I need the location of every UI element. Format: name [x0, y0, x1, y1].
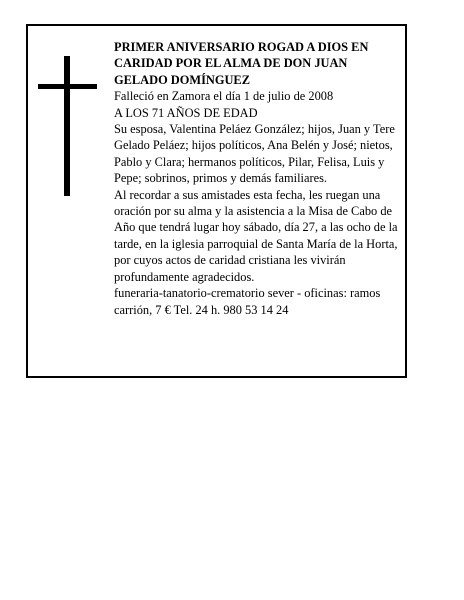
cross-horizontal-bar: [38, 84, 97, 89]
cross-vertical-bar: [64, 56, 70, 196]
death-date-line: Falleció en Zamora el día 1 de julio de 2008: [114, 89, 334, 104]
obituary-heading: PRIMER ANIVERSARIO ROGAD A DIOS EN CARIDAD POR EL ALMA DE DON JUAN GELADO DOMÍNGUEZ: [114, 40, 369, 87]
funeral-home-line: funeraria-tanatorio-crematorio sever - oficinas: ramos carrión, 7 € Tel. 24 h. 980 53 14 24: [114, 286, 381, 317]
family-paragraph: Su esposa, Valentina Peláez González; hijos, Juan y Tere Gelado Peláez; hijos políticos, Ana Belén y José; nietos, Pablo y Clara; hermanos políticos, Pilar, Felisa, Luis y Pepe; sobrinos, primos y demás familiares.: [114, 122, 395, 186]
mass-request-paragraph: Al recordar a sus amistades esta fecha, les ruegan una oración por su alma y la asistencia a la Misa de Cabo de Año que tendrá lugar hoy sábado, día 27, a las ocho de la tarde, en la iglesia parroquial de Santa María de la Horta, por cuyos actos de caridad cristiana les vivirán profundamente agradecidos.: [114, 187, 398, 284]
age-line: A LOS 71 AÑOS DE EDAD: [114, 105, 258, 120]
obituary-text: [114, 39, 398, 318]
